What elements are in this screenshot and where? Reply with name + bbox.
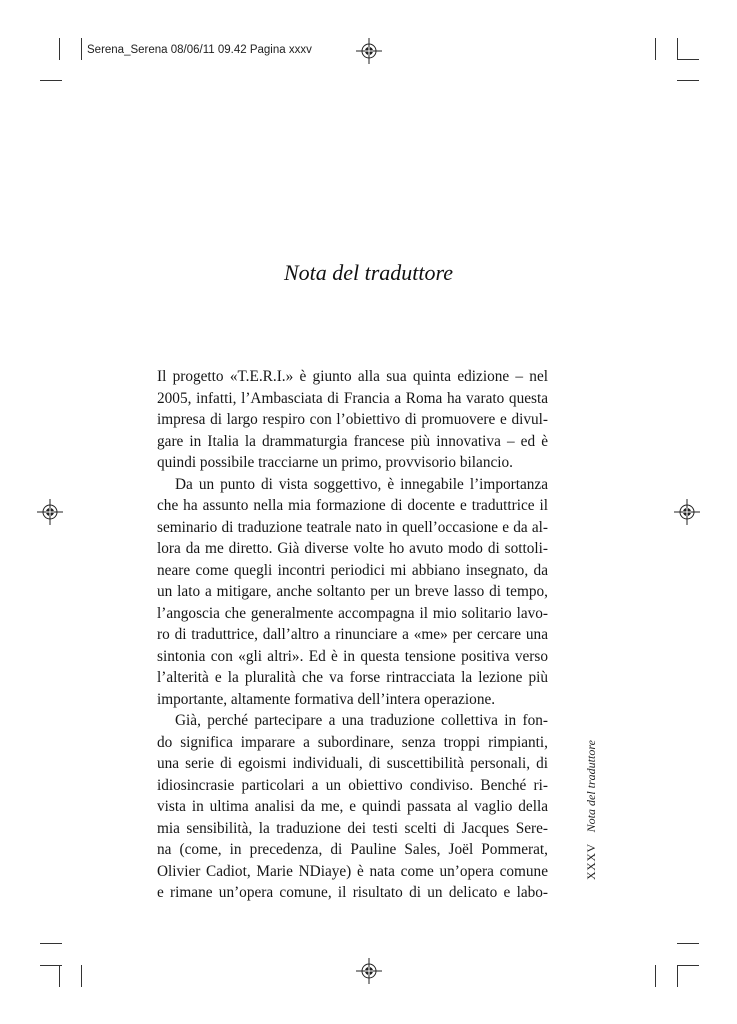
body-text bbox=[157, 366, 548, 904]
text-line: l’alterità e la pluralità che va forse rintracciata la lezione più bbox=[157, 669, 548, 686]
print-slug: Serena_Serena 08/06/11 09.42 Pagina xxxv bbox=[87, 44, 312, 56]
text-line: gare in Italia la drammaturgia francese più innovativa – ed è bbox=[157, 432, 548, 450]
crop-mark bbox=[677, 38, 678, 60]
crop-mark bbox=[81, 965, 82, 987]
page-title: Nota del traduttore bbox=[283, 260, 454, 285]
registration-mark-icon bbox=[356, 958, 382, 984]
text-line: l’angoscia che generalmente accompagna il mio solitario lavo- bbox=[157, 604, 548, 622]
text-line: seminario di traduzione teatrale nato in quell’occasione e da al- bbox=[157, 518, 548, 536]
crop-mark bbox=[655, 965, 656, 987]
crop-mark bbox=[655, 38, 656, 60]
text-line: do significa imparare a subordinare, senza troppi rimpianti, bbox=[157, 733, 548, 751]
crop-mark bbox=[59, 38, 60, 60]
registration-mark-icon bbox=[674, 499, 700, 525]
text-line: importante, altamente formativa dell’intera operazione. bbox=[157, 690, 496, 708]
crop-mark bbox=[677, 943, 699, 944]
text-line: Olivier Cadiot, Marie NDiaye) è nata come un’opera comune bbox=[157, 862, 548, 880]
crop-mark bbox=[59, 965, 60, 987]
text-line: neare come quegli incontri periodici mi abbiano insegnato, da bbox=[157, 561, 548, 579]
crop-mark bbox=[677, 80, 699, 81]
page-number: XXXV bbox=[584, 843, 598, 880]
text-line: quindi possibile tracciarne un primo, provvisorio bilancio. bbox=[157, 454, 514, 471]
text-line: impresa di largo respiro con l’obiettivo di promuovere e divul- bbox=[157, 411, 548, 428]
running-head bbox=[584, 740, 599, 880]
text-line: vista in ultima analisi da me, e quindi passata al vaglio della bbox=[157, 798, 548, 815]
text-line: che ha assunto nella mia formazione di docente e traduttrice il bbox=[157, 497, 548, 514]
text-line: Da un punto di vista soggettivo, è innegabile l’importanza bbox=[175, 475, 548, 493]
crop-mark bbox=[677, 965, 699, 966]
text-line: una serie di egoismi individuali, di suscettibilità personali, di bbox=[157, 755, 548, 772]
running-head-title: Nota del traduttore bbox=[584, 740, 598, 833]
registration-mark-icon bbox=[356, 38, 382, 64]
text-line: un lato a mitigare, anche soltanto per un breve lasso di tempo, bbox=[157, 583, 548, 600]
text-line: Già, perché partecipare a una traduzione collettiva in fon- bbox=[175, 712, 548, 729]
crop-mark bbox=[40, 80, 62, 81]
text-line: 2005, infatti, l’Ambasciata di Francia a Roma ha varato questa bbox=[157, 389, 548, 407]
crop-mark bbox=[40, 943, 62, 944]
text-line: mia sensibilità, la traduzione dei testi scelti di Jacques Sere- bbox=[157, 819, 548, 837]
text-line: na (come, in precedenza, di Pauline Sales, Joël Pommerat, bbox=[157, 841, 548, 858]
text-line: idiosincrasie particolari a un obiettivo condiviso. Benché ri- bbox=[157, 776, 548, 794]
crop-mark bbox=[677, 59, 699, 60]
text-line: sintonia con «gli altri». Ed è in questa tensione positiva verso bbox=[157, 647, 548, 665]
text-line: Il progetto «T.E.R.I.» è giunto alla sua quinta edizione – nel bbox=[157, 368, 548, 385]
crop-mark bbox=[81, 38, 82, 60]
text-line: lora da me diretto. Già diverse volte ho avuto modo di sottoli- bbox=[157, 540, 548, 557]
crop-mark bbox=[677, 965, 678, 987]
text-line: ro di traduttrice, dall’altro a rinunciare a «me» per cercare una bbox=[157, 626, 548, 643]
text-line: e rimane un’opera comune, il risultato di un delicato e labo- bbox=[157, 884, 548, 901]
registration-mark-icon bbox=[37, 499, 63, 525]
